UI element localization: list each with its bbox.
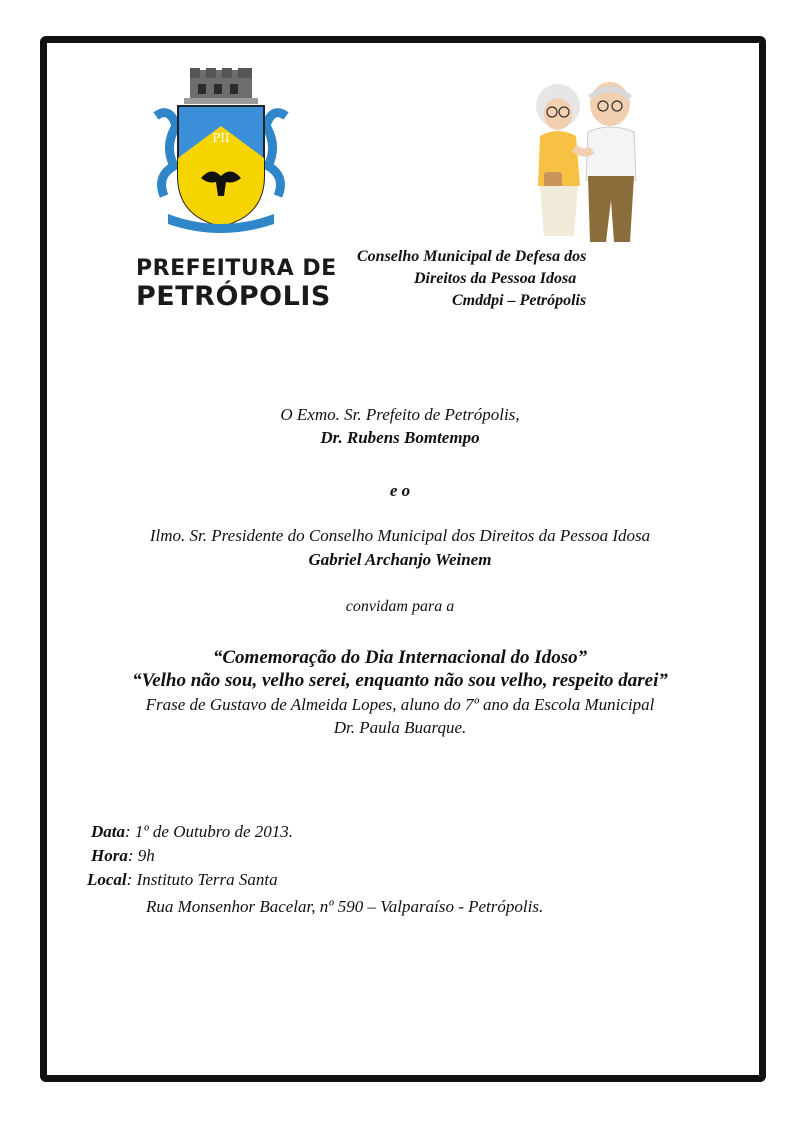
invite-text: convidam para a: [345, 598, 455, 615]
date-row: [91, 822, 293, 842]
date-value: : 1º de Outubro de 2013.: [125, 822, 294, 841]
place-value: : Instituto Terra Santa: [126, 870, 278, 889]
prefeitura-line2: PETRÓPOLIS: [136, 281, 331, 312]
mayor-name: Dr. Rubens Bomtempo: [320, 428, 480, 447]
prefeitura-line1: PREFEITURA DE: [136, 256, 337, 281]
city-coat-of-arms: [146, 66, 296, 246]
motto: “Velho não sou, velho serei, enquanto não sou velho, respeito darei”: [132, 670, 668, 691]
elderly-couple-illustration: [514, 76, 648, 246]
svg-text:PII: PII: [212, 131, 230, 145]
place-row: [87, 870, 278, 890]
coat-of-arms-icon: [146, 66, 296, 246]
place-label: Local: [87, 870, 127, 889]
time-value: : 9h: [127, 846, 155, 865]
credit-line2: Dr. Paula Buarque.: [333, 718, 467, 737]
president-name: Gabriel Archanjo Weinem: [308, 550, 492, 569]
conjunction: e o: [389, 481, 411, 500]
council-line1: Conselho Municipal de Defesa dos: [357, 248, 587, 265]
credit-line1: Frase de Gustavo de Almeida Lopes, aluno do 7º ano da Escola Municipal: [145, 695, 655, 714]
council-line2: Direitos da Pessoa Idosa: [414, 270, 577, 287]
council-line3: Cmddpi – Petrópolis: [452, 292, 587, 309]
time-row: [91, 846, 155, 866]
event-title: “Comemoração do Dia Internacional do Idoso”: [212, 647, 588, 668]
president-intro: Ilmo. Sr. Presidente do Conselho Municipal dos Direitos da Pessoa Idosa: [149, 526, 651, 545]
mayor-intro: O Exmo. Sr. Prefeito de Petrópolis,: [280, 405, 520, 424]
time-label: Hora: [91, 846, 128, 865]
elderly-couple-icon: [514, 76, 648, 246]
address: Rua Monsenhor Bacelar, nº 590 – Valparaíso - Petrópolis.: [146, 897, 544, 916]
date-label: Data: [91, 822, 125, 841]
